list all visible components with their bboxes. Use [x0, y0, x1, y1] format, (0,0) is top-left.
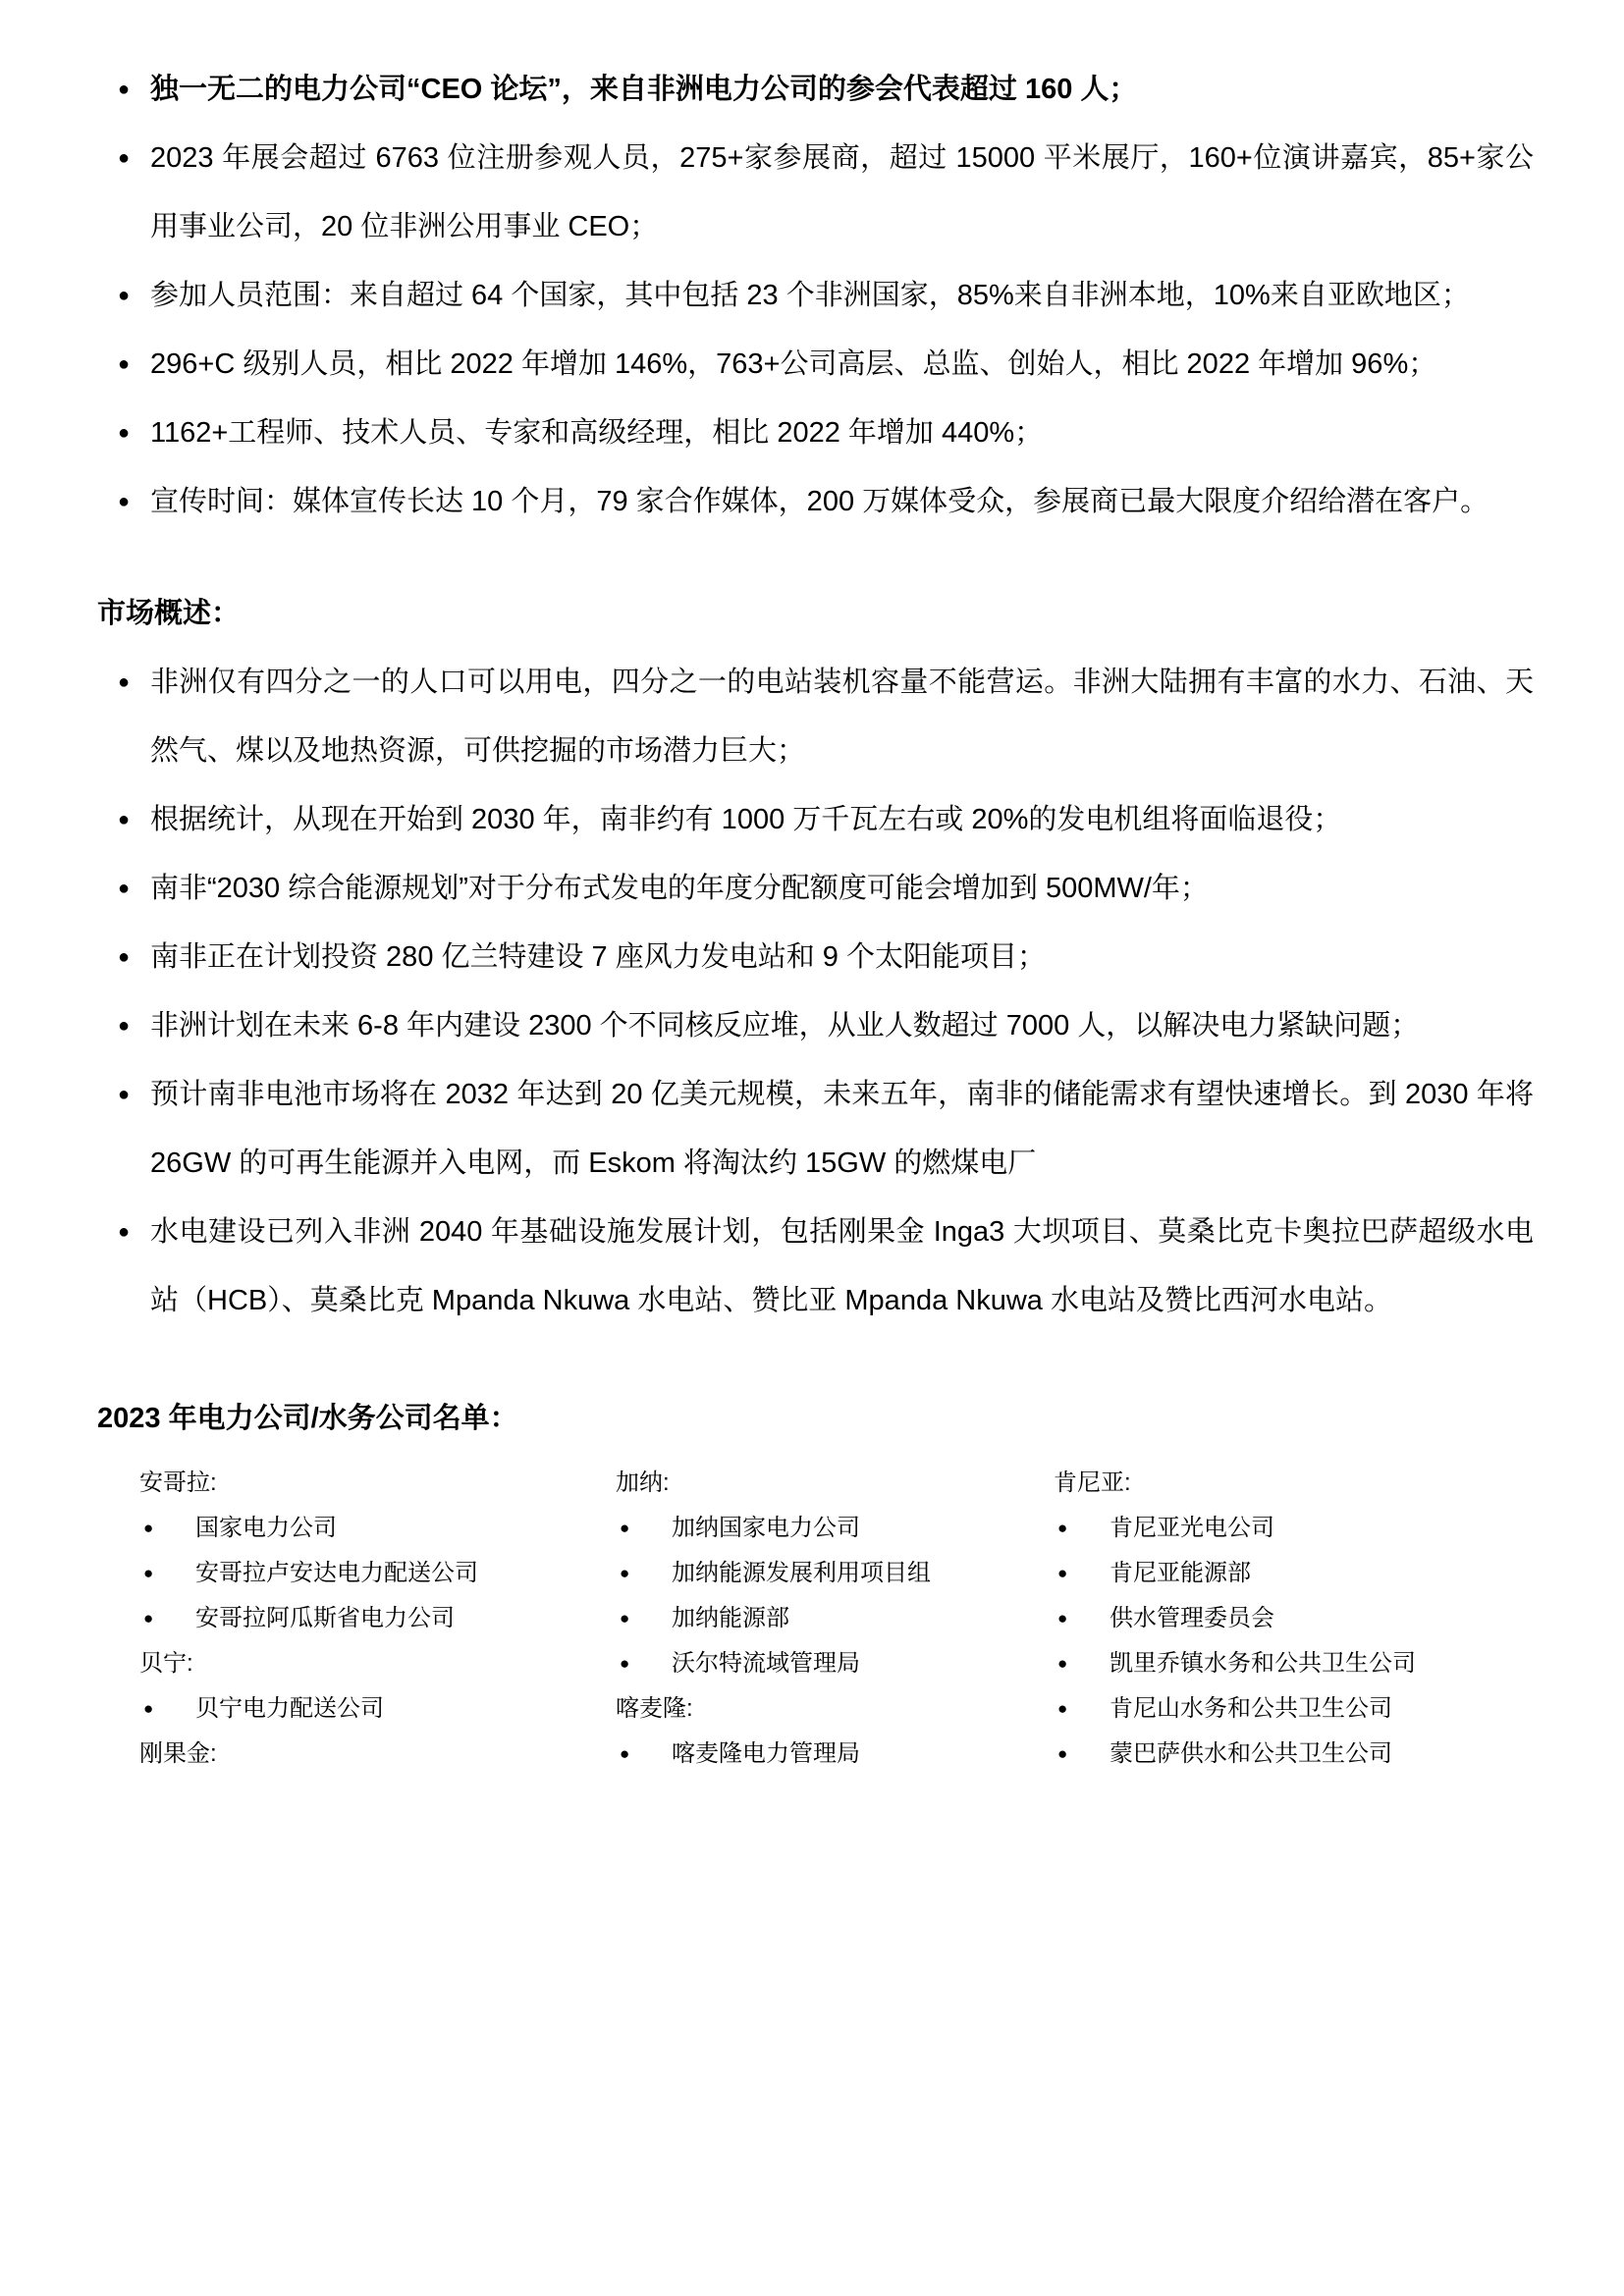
company-item — [616, 1506, 1054, 1551]
bullet-icon: ● — [118, 809, 131, 830]
bullet-text: 独一无二的电力公司“CEO 论坛”，来自非洲电力公司的参会代表超过 160 人； — [150, 74, 1138, 105]
bullet-text: 非洲仅有四分之一的人口可以用电，四分之一的电站装机容量不能营运。非洲大陆拥有丰富的水力、石油、天然气、煤以及地热资源，可供挖掘的市场潜力巨大； — [150, 667, 1534, 767]
bullet-item — [118, 1060, 1534, 1198]
company-item-text: 肯尼亚能源部 — [1110, 1560, 1251, 1586]
company-item-text: 加纳能源发展利用项目组 — [672, 1560, 931, 1586]
bullet-item — [118, 1198, 1534, 1335]
bullet-text: 2023 年展会超过 6763 位注册参观人员，275+家参展商，超过 15000 平米展厅，160+位演讲嘉宾，85+家公用事业公司，20 位非洲公用事业 CEO； — [150, 142, 1534, 242]
bullet-item — [118, 854, 1534, 923]
company-item — [616, 1732, 1054, 1777]
company-item — [1054, 1551, 1624, 1596]
company-item-text: 贝宁电力配送公司 — [195, 1695, 384, 1722]
country-label: 刚果金: — [139, 1740, 217, 1767]
bullet-text: 预计南非电池市场将在 2032 年达到 20 亿美元规模，未来五年，南非的储能需求有望快速增长。到 2030 年将 26GW 的可再生能源并入电网，而 Eskom 将淘汰约 15GW 的燃煤电厂 — [150, 1079, 1534, 1179]
company-item-text: 国家电力公司 — [195, 1515, 337, 1541]
market-overview-list — [0, 648, 1624, 1335]
company-item — [616, 1596, 1054, 1641]
company-item-text: 沃尔特流域管理局 — [672, 1650, 860, 1677]
bullet-icon: ● — [118, 1221, 131, 1243]
bullet-icon: ● — [118, 491, 131, 512]
bullet-icon: ● — [620, 1609, 630, 1628]
bullet-text: 根据统计，从现在开始到 2030 年，南非约有 1000 万千瓦左右或 20%的发电机组将面临退役； — [150, 804, 1342, 835]
company-item — [616, 1641, 1054, 1686]
bullet-item — [118, 467, 1534, 536]
company-item-text: 肯尼山水务和公共卫生公司 — [1110, 1695, 1392, 1722]
bullet-text: 水电建设已列入非洲 2040 年基础设施发展计划，包括刚果金 Inga3 大坝项目、莫桑比克卡奥拉巴萨超级水电站（HCB）、莫桑比克 Mpanda Nkuwa 水电站、赞比亚 Mpanda Nkuwa 水电站及赞比西河水电站。 — [150, 1216, 1534, 1316]
bullet-icon: ● — [620, 1519, 630, 1537]
company-item-text: 加纳国家电力公司 — [672, 1515, 860, 1541]
bullet-item — [118, 923, 1534, 991]
bullet-icon: ● — [143, 1564, 154, 1582]
country-label: 安哥拉: — [139, 1469, 217, 1496]
company-item-text: 凯里乔镇水务和公共卫生公司 — [1110, 1650, 1416, 1677]
company-item-text: 肯尼亚光电公司 — [1110, 1515, 1274, 1541]
bullet-text: 非洲计划在未来 6-8 年内建设 2300 个不同核反应堆，从业人数超过 7000 人，以解决电力紧缺问题； — [150, 1010, 1420, 1041]
bullet-text: 宣传时间：媒体宣传长达 10 个月，79 家合作媒体，200 万媒体受众，参展商已最大限度介绍给潜在客户。 — [150, 486, 1489, 517]
country-label: 喀麦隆: — [616, 1695, 693, 1722]
bullet-icon: ● — [143, 1609, 154, 1628]
bullet-icon: ● — [1057, 1564, 1068, 1582]
bullet-text: 参加人员范围：来自超过 64 个国家，其中包括 23 个非洲国家，85%来自非洲本地，10%来自亚欧地区； — [150, 280, 1470, 311]
company-item — [139, 1596, 616, 1641]
bullet-item — [118, 261, 1534, 330]
bullet-icon: ● — [118, 147, 131, 169]
company-item-text: 喀麦隆电力管理局 — [672, 1740, 860, 1767]
bullet-icon: ● — [143, 1519, 154, 1537]
company-column-1 — [139, 1461, 616, 1777]
company-item-text: 供水管理委员会 — [1110, 1605, 1274, 1631]
bullet-item — [118, 330, 1534, 399]
bullet-icon: ● — [620, 1744, 630, 1763]
company-column-3 — [1054, 1461, 1624, 1777]
company-item-text: 加纳能源部 — [672, 1605, 789, 1631]
bullet-text: 1162+工程师、技术人员、专家和高级经理，相比 2022 年增加 440%； — [150, 417, 1044, 449]
bullet-item — [118, 648, 1534, 785]
country-label: 加纳: — [616, 1469, 670, 1496]
company-item — [1054, 1506, 1624, 1551]
company-item — [139, 1506, 616, 1551]
country-label: 贝宁: — [139, 1650, 193, 1677]
bullet-item — [118, 785, 1534, 854]
bullet-icon: ● — [118, 79, 131, 100]
company-item — [1054, 1732, 1624, 1777]
bullet-icon: ● — [1057, 1609, 1068, 1628]
bullet-icon: ● — [118, 1015, 131, 1037]
bullet-icon: ● — [118, 285, 131, 306]
bullet-item — [118, 55, 1534, 124]
company-item — [1054, 1596, 1624, 1641]
bullet-icon: ● — [1057, 1699, 1068, 1718]
market-overview-heading: 市场概述： — [97, 598, 241, 629]
bullet-item — [118, 399, 1534, 467]
bullet-text: 296+C 级别人员，相比 2022 年增加 146%，763+公司高层、总监、创始人，相比 2022 年增加 96%； — [150, 348, 1437, 380]
bullet-text: 南非“2030 综合能源规划”对于分布式发电的年度分配额度可能会增加到 500MW/年； — [150, 873, 1209, 904]
companies-heading: 2023 年电力公司/水务公司名单： — [97, 1403, 518, 1434]
bullet-icon: ● — [118, 1084, 131, 1105]
bullet-icon: ● — [118, 422, 131, 444]
company-item-text: 安哥拉阿瓜斯省电力公司 — [195, 1605, 455, 1631]
bullet-item — [118, 124, 1534, 261]
bullet-icon: ● — [620, 1564, 630, 1582]
bullet-icon: ● — [118, 353, 131, 375]
bullet-icon: ● — [1057, 1744, 1068, 1763]
bullet-icon: ● — [118, 946, 131, 968]
bullet-icon: ● — [1057, 1519, 1068, 1537]
bullet-icon: ● — [118, 878, 131, 899]
bullet-item — [118, 991, 1534, 1060]
country-label: 肯尼亚: — [1054, 1469, 1131, 1496]
bullet-icon: ● — [620, 1654, 630, 1673]
company-item-text: 蒙巴萨供水和公共卫生公司 — [1110, 1740, 1392, 1767]
company-item — [139, 1551, 616, 1596]
bullet-text: 南非正在计划投资 280 亿兰特建设 7 座风力发电站和 9 个太阳能项目； — [150, 941, 1046, 973]
bullet-icon: ● — [143, 1699, 154, 1718]
company-item — [1054, 1686, 1624, 1732]
company-item-text: 安哥拉卢安达电力配送公司 — [195, 1560, 478, 1586]
company-item — [139, 1686, 616, 1732]
bullet-icon: ● — [1057, 1654, 1068, 1673]
companies-columns — [0, 1461, 1624, 1777]
company-item — [1054, 1641, 1624, 1686]
intro-list — [0, 55, 1624, 536]
company-item — [616, 1551, 1054, 1596]
bullet-icon: ● — [118, 671, 131, 693]
company-column-2 — [616, 1461, 1054, 1777]
